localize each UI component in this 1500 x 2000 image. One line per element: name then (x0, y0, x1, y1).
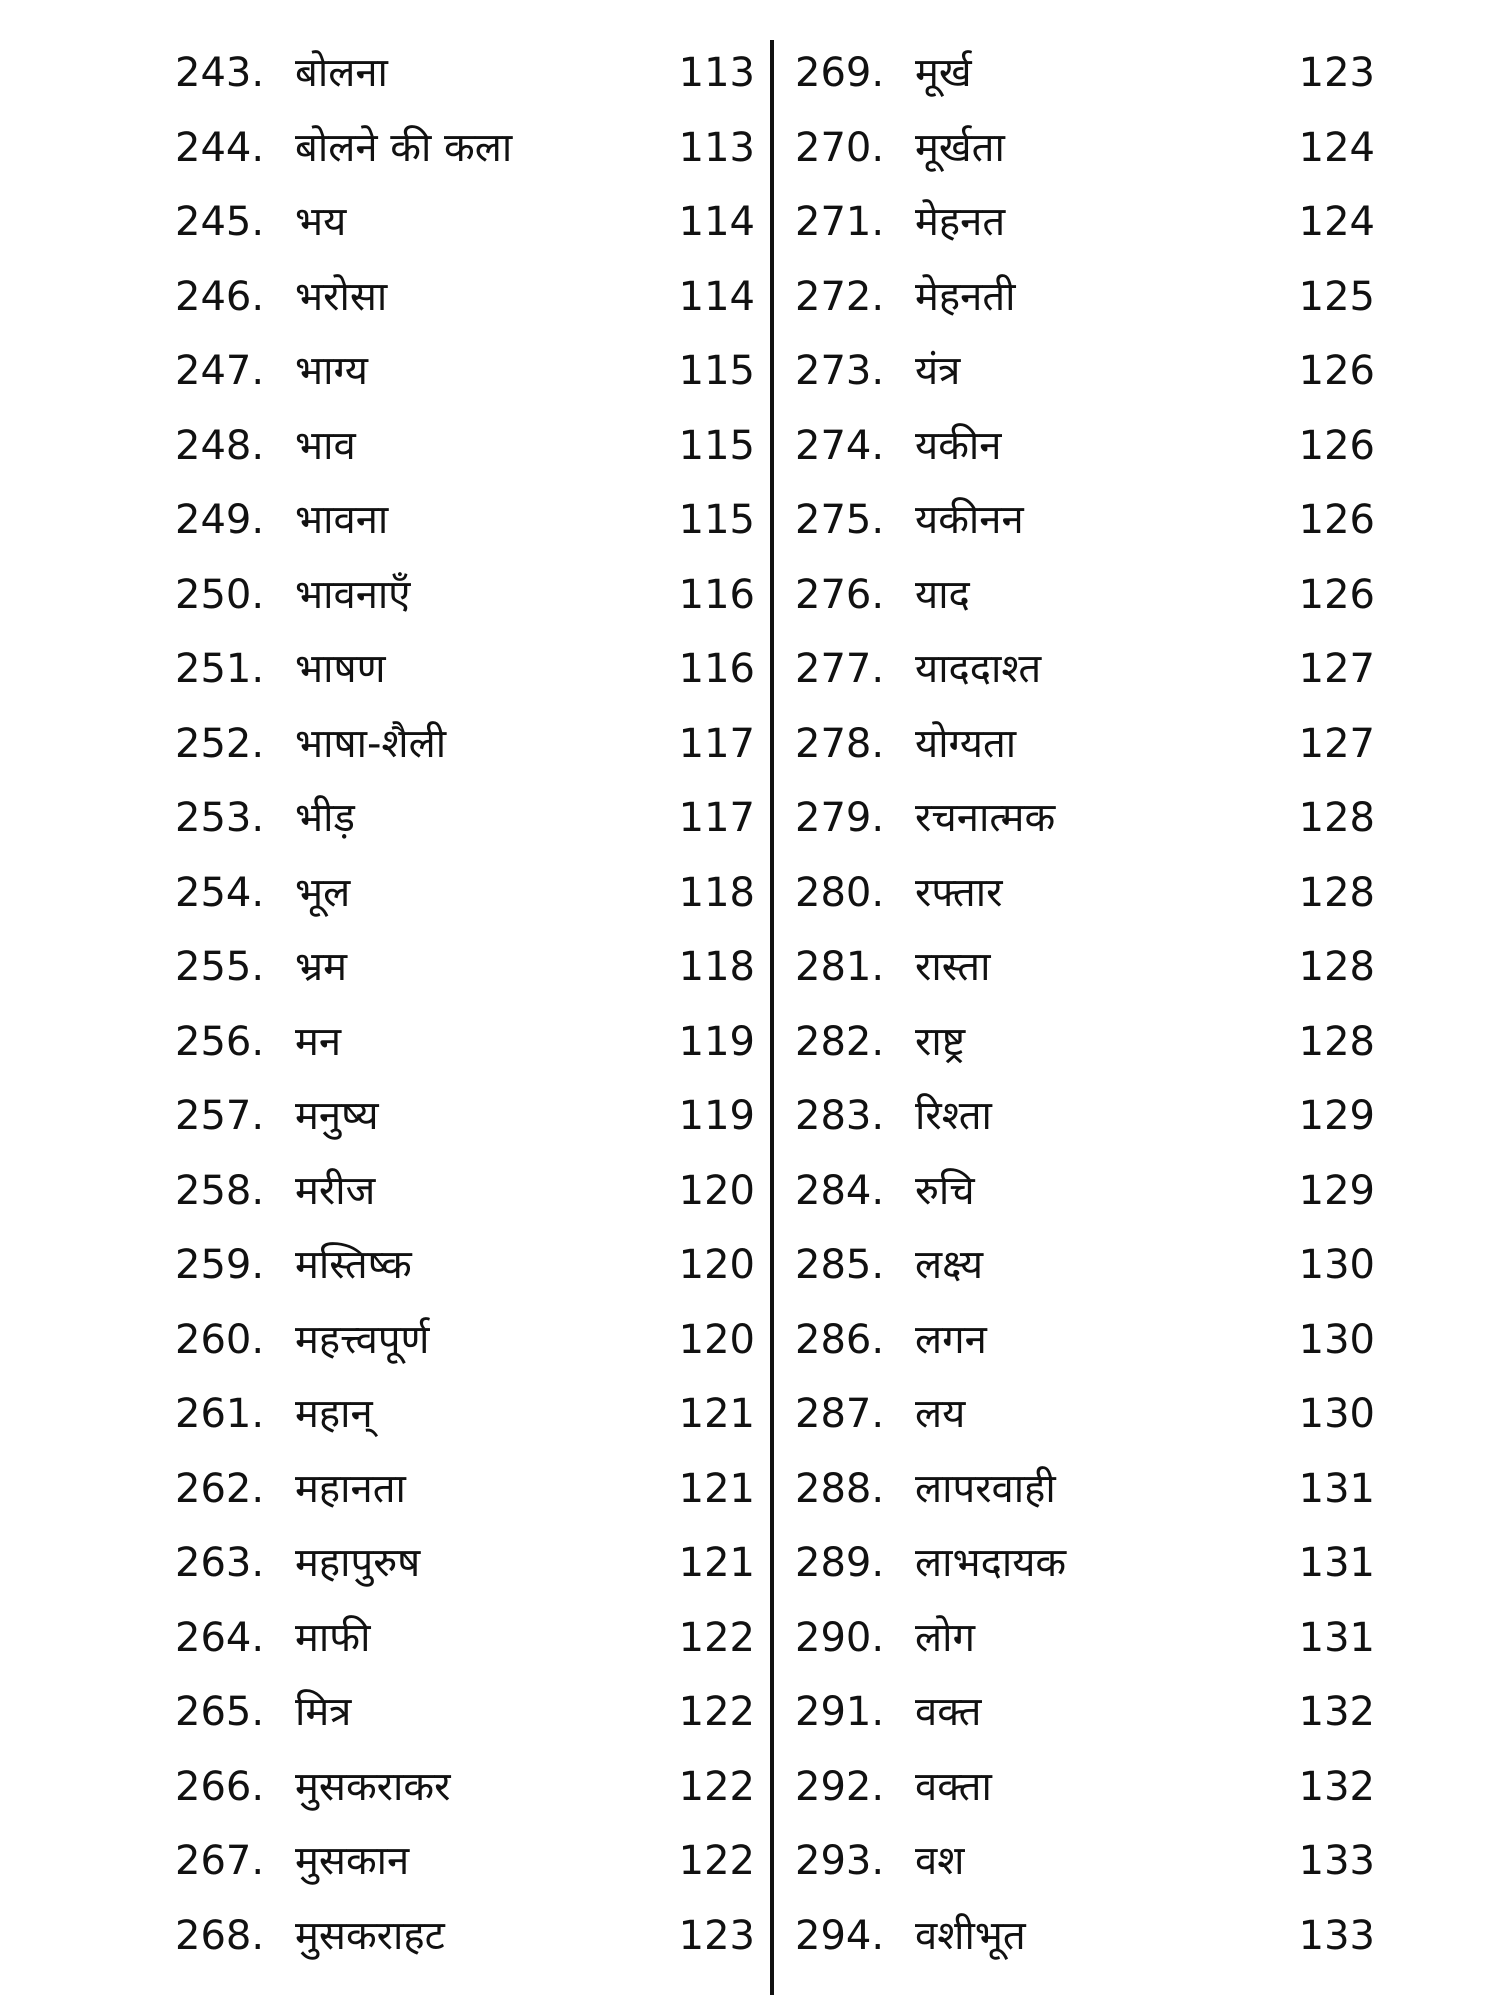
entry-term: याददाश्त (915, 646, 1042, 692)
index-entry (175, 707, 755, 782)
entry-number: 252. (175, 720, 265, 767)
entry-page-number: 114 (678, 199, 755, 245)
entry-number: 286. (795, 1316, 885, 1363)
entry-term: मुसकान (295, 1838, 410, 1884)
entry-page-number: 118 (678, 944, 755, 990)
index-entry (175, 1303, 755, 1378)
entry-page-number: 121 (678, 1540, 755, 1586)
entry-number: 291. (795, 1689, 885, 1735)
entry-number: 244. (175, 124, 265, 171)
entry-term: भावना (295, 497, 389, 543)
entry-number: 254. (175, 869, 265, 916)
entry-number: 253. (175, 795, 265, 841)
entry-number: 293. (795, 1838, 885, 1884)
index-entry (795, 781, 1375, 856)
entry-term: लोग (915, 1614, 975, 1661)
entry-number: 290. (795, 1614, 885, 1661)
index-entry (175, 111, 755, 186)
entry-number: 248. (175, 422, 265, 469)
entry-page-number: 123 (1298, 50, 1375, 96)
entry-page-number: 116 (678, 646, 755, 692)
entry-number: 251. (175, 646, 265, 692)
entry-number: 285. (795, 1242, 885, 1288)
entry-number: 276. (795, 571, 885, 618)
entry-page-number: 117 (678, 795, 755, 841)
entry-number: 292. (795, 1763, 885, 1810)
entry-number: 257. (175, 1093, 265, 1139)
entry-page-number: 124 (1298, 124, 1375, 171)
entry-number: 249. (175, 497, 265, 543)
entry-page-number: 122 (678, 1614, 755, 1661)
entry-number: 245. (175, 199, 265, 245)
entry-term: भरोसा (295, 273, 388, 320)
entry-page-number: 128 (1298, 1018, 1375, 1065)
entry-term: वक्त (915, 1689, 982, 1735)
index-entry (795, 185, 1375, 260)
entry-page-number: 126 (1298, 348, 1375, 394)
entry-number: 278. (795, 720, 885, 767)
index-entry (175, 1675, 755, 1750)
entry-term: रचनात्मक (915, 795, 1056, 841)
entry-term: बोलना (295, 50, 388, 96)
entry-page-number: 133 (1298, 1912, 1375, 1959)
entry-term: रुचि (915, 1167, 975, 1214)
entry-number: 271. (795, 199, 885, 245)
entry-page-number: 130 (1298, 1391, 1375, 1437)
index-entry (795, 1750, 1375, 1825)
entry-number: 267. (175, 1838, 265, 1884)
index-entry (795, 1079, 1375, 1154)
index-entry (175, 558, 755, 633)
entry-term: लाभदायक (915, 1540, 1067, 1586)
entry-term: योग्यता (915, 720, 1017, 767)
index-entry (795, 1526, 1375, 1601)
column-divider (770, 40, 774, 1995)
entry-page-number: 127 (1298, 646, 1375, 692)
entry-number: 284. (795, 1167, 885, 1214)
index-column-right (795, 36, 1375, 1973)
index-column-left (175, 36, 755, 1973)
entry-number: 259. (175, 1242, 265, 1288)
entry-page-number: 121 (678, 1391, 755, 1437)
index-entry (795, 558, 1375, 633)
entry-term: यंत्र (915, 348, 961, 394)
entry-page-number: 132 (1298, 1689, 1375, 1735)
entry-term: महापुरुष (295, 1540, 421, 1586)
entry-page-number: 126 (1298, 571, 1375, 618)
entry-term: रफ्तार (915, 869, 1003, 916)
entry-term: लय (915, 1391, 966, 1437)
index-entry (175, 1452, 755, 1527)
entry-term: रास्ता (915, 944, 991, 990)
entry-number: 289. (795, 1540, 885, 1586)
entry-page-number: 131 (1298, 1465, 1375, 1512)
entry-term: भीड़ (295, 795, 355, 841)
index-entry (175, 1899, 755, 1974)
index-entry (175, 1601, 755, 1676)
entry-page-number: 116 (678, 571, 755, 618)
index-entry (795, 483, 1375, 558)
entry-number: 294. (795, 1912, 885, 1959)
index-entry (175, 409, 755, 484)
entry-term: भाग्य (295, 348, 368, 394)
entry-number: 260. (175, 1316, 265, 1363)
index-entry (175, 856, 755, 931)
entry-page-number: 117 (678, 720, 755, 767)
index-entry (795, 707, 1375, 782)
entry-page-number: 133 (1298, 1838, 1375, 1884)
entry-page-number: 119 (678, 1018, 755, 1065)
entry-number: 282. (795, 1018, 885, 1065)
entry-number: 264. (175, 1614, 265, 1661)
entry-number: 275. (795, 497, 885, 543)
entry-number: 262. (175, 1465, 265, 1512)
entry-page-number: 121 (678, 1465, 755, 1512)
entry-page-number: 127 (1298, 720, 1375, 767)
entry-page-number: 129 (1298, 1093, 1375, 1139)
entry-term: वशीभूत (915, 1912, 1026, 1959)
entry-term: महत्त्वपूर्ण (295, 1316, 430, 1363)
index-entry (175, 1750, 755, 1825)
entry-number: 246. (175, 273, 265, 320)
entry-term: राष्ट्र (915, 1018, 966, 1065)
entry-number: 273. (795, 348, 885, 394)
entry-term: माफी (295, 1614, 371, 1661)
entry-page-number: 131 (1298, 1540, 1375, 1586)
entry-number: 243. (175, 50, 265, 96)
entry-number: 277. (795, 646, 885, 692)
index-entry (175, 1228, 755, 1303)
entry-term: यकीन (915, 422, 1002, 469)
entry-page-number: 115 (678, 422, 755, 469)
index-entry (795, 1675, 1375, 1750)
entry-number: 287. (795, 1391, 885, 1437)
index-entry (795, 334, 1375, 409)
entry-page-number: 123 (678, 1912, 755, 1959)
index-entry (175, 1526, 755, 1601)
entry-page-number: 130 (1298, 1316, 1375, 1363)
entry-term: मन (295, 1018, 342, 1065)
entry-number: 279. (795, 795, 885, 841)
entry-term: मुसकराकर (295, 1763, 451, 1810)
entry-number: 247. (175, 348, 265, 394)
entry-page-number: 119 (678, 1093, 755, 1139)
entry-number: 261. (175, 1391, 265, 1437)
entry-page-number: 114 (678, 273, 755, 320)
index-entry (795, 409, 1375, 484)
index-entry (795, 1824, 1375, 1899)
index-entry (175, 781, 755, 856)
entry-term: यकीनन (915, 497, 1024, 543)
entry-number: 266. (175, 1763, 265, 1810)
entry-page-number: 118 (678, 869, 755, 916)
entry-number: 272. (795, 273, 885, 320)
entry-page-number: 132 (1298, 1763, 1375, 1810)
entry-term: मूर्खता (915, 124, 1005, 171)
index-entry (175, 1005, 755, 1080)
index-entry (175, 1377, 755, 1452)
index-entry (795, 1452, 1375, 1527)
entry-page-number: 128 (1298, 944, 1375, 990)
index-entry (795, 1303, 1375, 1378)
index-entry (795, 856, 1375, 931)
index-entry (795, 36, 1375, 111)
entry-page-number: 124 (1298, 199, 1375, 245)
entry-term: मित्र (295, 1689, 352, 1735)
entry-term: बोलने की कला (295, 124, 513, 171)
entry-page-number: 113 (678, 50, 755, 96)
entry-term: मेहनत (915, 199, 1006, 245)
entry-number: 265. (175, 1689, 265, 1735)
index-entry (175, 632, 755, 707)
entry-page-number: 115 (678, 497, 755, 543)
entry-term: लक्ष्य (915, 1242, 984, 1288)
entry-page-number: 128 (1298, 795, 1375, 841)
entry-term: भाव (295, 422, 356, 469)
entry-term: लगन (915, 1316, 987, 1363)
index-entry (175, 185, 755, 260)
index-entry (175, 334, 755, 409)
entry-term: महान् (295, 1391, 373, 1437)
index-entry (795, 1601, 1375, 1676)
index-entry (175, 930, 755, 1005)
entry-term: भावनाएँ (295, 571, 411, 618)
entry-term: याद (915, 571, 970, 618)
entry-term: मुसकराहट (295, 1912, 445, 1959)
entry-page-number: 129 (1298, 1167, 1375, 1214)
entry-page-number: 126 (1298, 422, 1375, 469)
entry-term: लापरवाही (915, 1465, 1056, 1512)
entry-page-number: 120 (678, 1242, 755, 1288)
entry-page-number: 126 (1298, 497, 1375, 543)
index-entry (795, 1154, 1375, 1229)
entry-number: 263. (175, 1540, 265, 1586)
entry-page-number: 130 (1298, 1242, 1375, 1288)
entry-page-number: 122 (678, 1763, 755, 1810)
index-entry (175, 1154, 755, 1229)
entry-term: भूल (295, 869, 351, 916)
entry-term: भाषण (295, 646, 386, 692)
entry-term: महानता (295, 1465, 406, 1512)
entry-page-number: 120 (678, 1316, 755, 1363)
entry-number: 256. (175, 1018, 265, 1065)
entry-term: मेहनती (915, 273, 1016, 320)
index-entry (795, 1005, 1375, 1080)
entry-page-number: 120 (678, 1167, 755, 1214)
index-entry (175, 36, 755, 111)
index-entry (175, 1824, 755, 1899)
entry-number: 281. (795, 944, 885, 990)
entry-number: 250. (175, 571, 265, 618)
index-entry (175, 260, 755, 335)
index-entry (795, 632, 1375, 707)
entry-number: 274. (795, 422, 885, 469)
index-entry (795, 1228, 1375, 1303)
index-entry (795, 1377, 1375, 1452)
entry-page-number: 128 (1298, 869, 1375, 916)
entry-page-number: 125 (1298, 273, 1375, 320)
entry-number: 268. (175, 1912, 265, 1959)
entry-page-number: 115 (678, 348, 755, 394)
entry-number: 283. (795, 1093, 885, 1139)
entry-page-number: 122 (678, 1689, 755, 1735)
entry-term: मनुष्य (295, 1093, 379, 1139)
entry-number: 258. (175, 1167, 265, 1214)
entry-number: 255. (175, 944, 265, 990)
entry-number: 288. (795, 1465, 885, 1512)
entry-term: मरीज (295, 1167, 376, 1214)
entry-term: मस्तिष्क (295, 1242, 412, 1288)
entry-number: 270. (795, 124, 885, 171)
index-entry (795, 260, 1375, 335)
index-entry (795, 1899, 1375, 1974)
entry-page-number: 122 (678, 1838, 755, 1884)
index-entry (175, 483, 755, 558)
entry-term: वक्ता (915, 1763, 992, 1810)
entry-page-number: 131 (1298, 1614, 1375, 1661)
index-entry (795, 111, 1375, 186)
entry-page-number: 113 (678, 124, 755, 171)
entry-term: मूर्ख (915, 50, 972, 96)
entry-term: भ्रम (295, 944, 348, 990)
index-entry (795, 930, 1375, 1005)
entry-term: वश (915, 1838, 965, 1884)
entry-term: भय (295, 199, 347, 245)
entry-term: रिश्ता (915, 1093, 992, 1139)
entry-number: 269. (795, 50, 885, 96)
entry-number: 280. (795, 869, 885, 916)
index-entry (175, 1079, 755, 1154)
entry-term: भाषा-शैली (295, 720, 447, 767)
